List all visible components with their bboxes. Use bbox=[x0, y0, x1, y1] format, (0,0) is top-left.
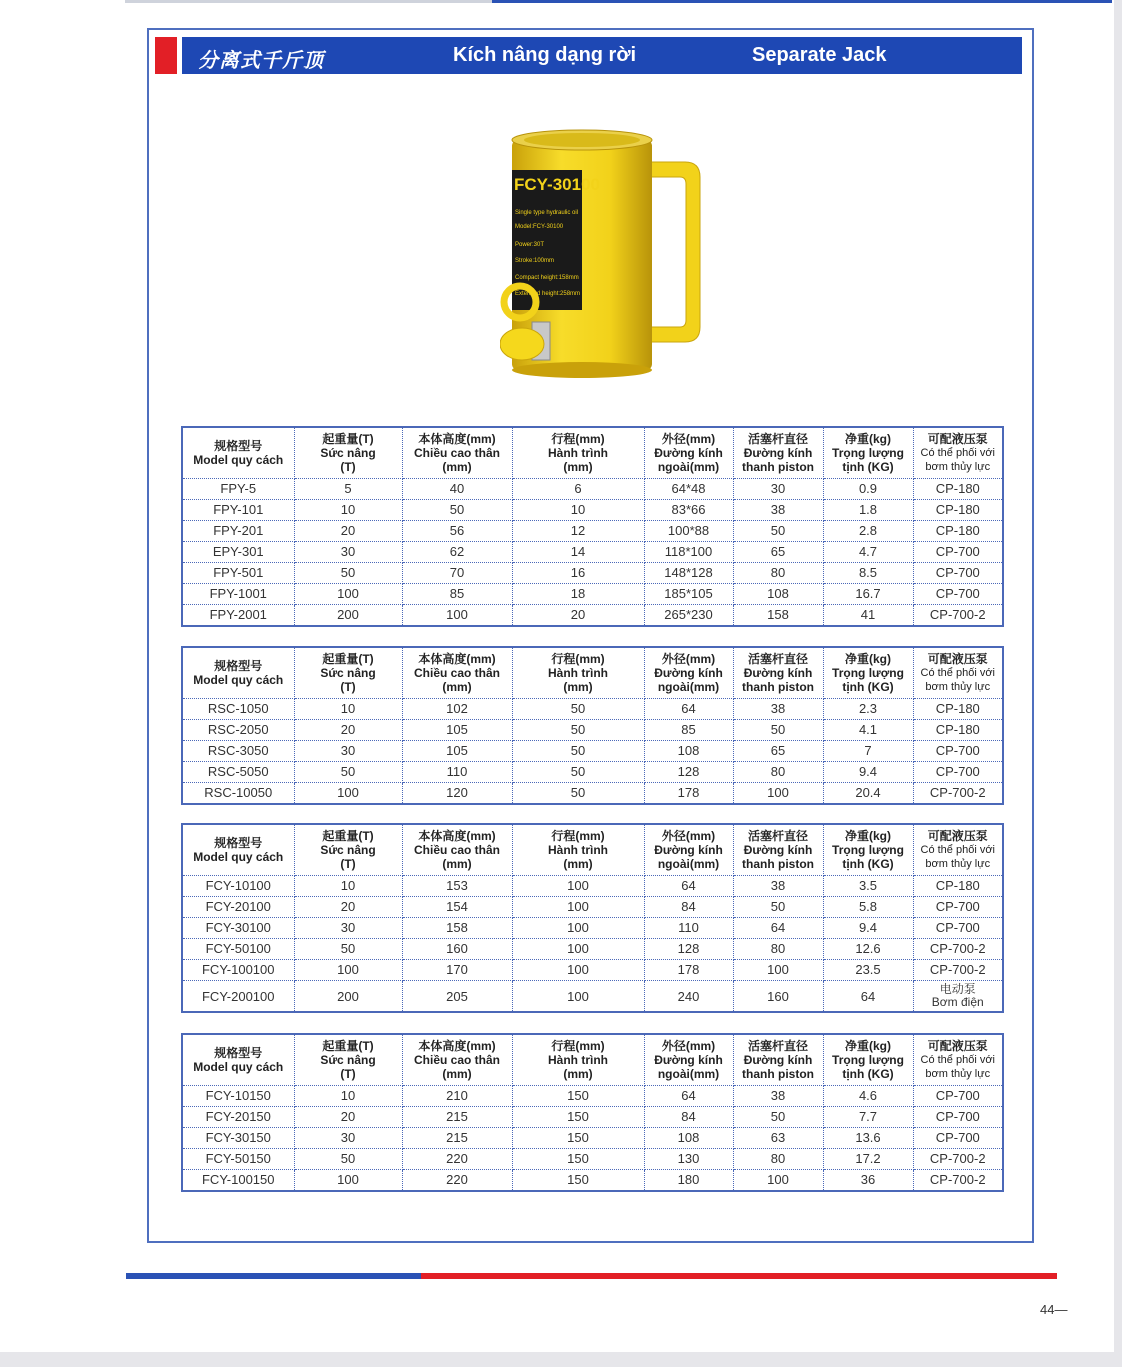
cell-net-weight: 3.5 bbox=[823, 876, 913, 897]
col-outer-diameter: 外径(mm) Đường kính ngoài(mm) bbox=[644, 647, 733, 699]
cell-net-weight: 20.4 bbox=[823, 783, 913, 805]
col-stroke: 行程(mm) Hành trình (mm) bbox=[512, 824, 644, 876]
cell-pump: CP-180 bbox=[913, 720, 1003, 741]
cell-capacity: 10 bbox=[294, 500, 402, 521]
page-number: 44— bbox=[1040, 1302, 1068, 1317]
col-piston-diameter: 活塞杆直径 Đường kính thanh piston bbox=[733, 1034, 823, 1086]
jack-handle bbox=[650, 162, 700, 342]
cell-net-weight: 23.5 bbox=[823, 960, 913, 981]
col-net-weight: 净重(kg) Trọng lượng tịnh (KG) bbox=[823, 427, 913, 479]
cell-capacity: 20 bbox=[294, 521, 402, 542]
col-net-weight: 净重(kg) Trọng lượng tịnh (KG) bbox=[823, 647, 913, 699]
cell-model: EPY-301 bbox=[182, 542, 294, 563]
cell-stroke: 16 bbox=[512, 563, 644, 584]
cell-stroke: 100 bbox=[512, 918, 644, 939]
spec-table-fcy-100 bbox=[181, 823, 1004, 1013]
cell-stroke: 100 bbox=[512, 981, 644, 1013]
col-model: 规格型号 Model quy cách bbox=[182, 427, 294, 479]
col-height: 本体高度(mm) Chiều cao thân (mm) bbox=[402, 1034, 512, 1086]
cell-stroke: 100 bbox=[512, 960, 644, 981]
cell-height: 170 bbox=[402, 960, 512, 981]
pump-vi: Bơm điện bbox=[931, 995, 984, 1009]
col-model: 规格型号 Model quy cách bbox=[182, 647, 294, 699]
cell-height: 70 bbox=[402, 563, 512, 584]
cell-piston-diameter: 38 bbox=[733, 876, 823, 897]
cell-capacity: 100 bbox=[294, 1170, 402, 1192]
cell-stroke: 150 bbox=[512, 1149, 644, 1170]
cell-height: 220 bbox=[402, 1170, 512, 1192]
cell-stroke: 50 bbox=[512, 699, 644, 720]
cell-stroke: 50 bbox=[512, 741, 644, 762]
cell-piston-diameter: 30 bbox=[733, 479, 823, 500]
cell-capacity: 100 bbox=[294, 584, 402, 605]
table-row bbox=[182, 1107, 1003, 1128]
cell-outer-diameter: 84 bbox=[644, 1107, 733, 1128]
table-row bbox=[182, 897, 1003, 918]
cell-height: 85 bbox=[402, 584, 512, 605]
cell-capacity: 20 bbox=[294, 1107, 402, 1128]
cell-capacity: 10 bbox=[294, 1086, 402, 1107]
cell-capacity: 30 bbox=[294, 542, 402, 563]
table-row bbox=[182, 1170, 1003, 1192]
col-capacity: 起重量(T) Sức nâng (T) bbox=[294, 1034, 402, 1086]
spec-table-fcy-150 bbox=[181, 1033, 1004, 1192]
cell-model: FPY-501 bbox=[182, 563, 294, 584]
table-row bbox=[182, 720, 1003, 741]
cell-net-weight: 13.6 bbox=[823, 1128, 913, 1149]
table-row bbox=[182, 563, 1003, 584]
col-capacity: 起重量(T) Sức nâng (T) bbox=[294, 647, 402, 699]
col-capacity: 起重量(T) Sức nâng (T) bbox=[294, 824, 402, 876]
cell-model: FCY-50100 bbox=[182, 939, 294, 960]
cell-capacity: 50 bbox=[294, 762, 402, 783]
cell-capacity: 30 bbox=[294, 918, 402, 939]
cell-height: 220 bbox=[402, 1149, 512, 1170]
cell-pump: CP-700-2 bbox=[913, 605, 1003, 627]
table-row bbox=[182, 584, 1003, 605]
cell-capacity: 30 bbox=[294, 741, 402, 762]
cell-height: 215 bbox=[402, 1107, 512, 1128]
cell-pump: CP-700 bbox=[913, 1128, 1003, 1149]
cell-model: FPY-2001 bbox=[182, 605, 294, 627]
cell-height: 102 bbox=[402, 699, 512, 720]
cell-capacity: 100 bbox=[294, 960, 402, 981]
cell-net-weight: 64 bbox=[823, 981, 913, 1013]
cell-capacity: 50 bbox=[294, 1149, 402, 1170]
col-pump: 可配液压泵 Có thể phối với bơm thủy lực bbox=[913, 1034, 1003, 1086]
cell-capacity: 50 bbox=[294, 939, 402, 960]
cell-piston-diameter: 38 bbox=[733, 1086, 823, 1107]
col-height: 本体高度(mm) Chiều cao thân (mm) bbox=[402, 647, 512, 699]
plate-line-3: Power:30T bbox=[515, 242, 545, 248]
cell-height: 153 bbox=[402, 876, 512, 897]
cell-model: FPY-201 bbox=[182, 521, 294, 542]
dust-cap bbox=[500, 328, 544, 360]
cell-outer-diameter: 83*66 bbox=[644, 500, 733, 521]
cell-height: 158 bbox=[402, 918, 512, 939]
pump-cn: 电动泵 bbox=[939, 982, 976, 996]
col-piston-diameter: 活塞杆直径 Đường kính thanh piston bbox=[733, 647, 823, 699]
cell-stroke: 14 bbox=[512, 542, 644, 563]
cell-model: RSC-2050 bbox=[182, 720, 294, 741]
cell-height: 100 bbox=[402, 605, 512, 627]
cell-outer-diameter: 64 bbox=[644, 699, 733, 720]
cell-pump: CP-180 bbox=[913, 876, 1003, 897]
top-divider-blue bbox=[492, 0, 1112, 3]
cell-piston-diameter: 50 bbox=[733, 720, 823, 741]
cell-pump: CP-700 bbox=[913, 762, 1003, 783]
cell-net-weight: 4.6 bbox=[823, 1086, 913, 1107]
cell-model: FCY-100100 bbox=[182, 960, 294, 981]
cell-capacity: 200 bbox=[294, 605, 402, 627]
cell-net-weight: 4.1 bbox=[823, 720, 913, 741]
cell-outer-diameter: 110 bbox=[644, 918, 733, 939]
cell-stroke: 100 bbox=[512, 876, 644, 897]
col-piston-diameter: 活塞杆直径 Đường kính thanh piston bbox=[733, 427, 823, 479]
footer-bar-blue bbox=[126, 1273, 421, 1279]
plate-line-4: Stroke:100mm bbox=[515, 258, 555, 264]
product-image-hydraulic-jack bbox=[500, 122, 720, 384]
cell-stroke: 100 bbox=[512, 939, 644, 960]
cell-outer-diameter: 178 bbox=[644, 783, 733, 805]
cell-piston-diameter: 50 bbox=[733, 521, 823, 542]
cell-model: RSC-10050 bbox=[182, 783, 294, 805]
cell-outer-diameter: 118*100 bbox=[644, 542, 733, 563]
cell-model: FPY-101 bbox=[182, 500, 294, 521]
cell-outer-diameter: 64 bbox=[644, 876, 733, 897]
col-pump: 可配液压泵 Có thể phối với bơm thủy lực bbox=[913, 647, 1003, 699]
col-capacity: 起重量(T) Sức nâng (T) bbox=[294, 427, 402, 479]
cell-capacity: 50 bbox=[294, 563, 402, 584]
cell-pump: CP-700-2 bbox=[913, 939, 1003, 960]
cell-pump: CP-700 bbox=[913, 542, 1003, 563]
cell-capacity: 20 bbox=[294, 720, 402, 741]
cell-model: RSC-1050 bbox=[182, 699, 294, 720]
cell-net-weight: 9.4 bbox=[823, 918, 913, 939]
cell-net-weight: 17.2 bbox=[823, 1149, 913, 1170]
table-row bbox=[182, 605, 1003, 627]
cell-outer-diameter: 85 bbox=[644, 720, 733, 741]
cell-stroke: 150 bbox=[512, 1086, 644, 1107]
cell-pump: CP-700 bbox=[913, 584, 1003, 605]
cell-stroke: 50 bbox=[512, 762, 644, 783]
cell-piston-diameter: 100 bbox=[733, 1170, 823, 1192]
cell-piston-diameter: 64 bbox=[733, 918, 823, 939]
table-row bbox=[182, 960, 1003, 981]
cell-piston-diameter: 160 bbox=[733, 981, 823, 1013]
col-outer-diameter: 外径(mm) Đường kính ngoài(mm) bbox=[644, 1034, 733, 1086]
cell-stroke: 10 bbox=[512, 500, 644, 521]
table-row bbox=[182, 918, 1003, 939]
header-bar bbox=[182, 37, 1022, 74]
cell-model: RSC-3050 bbox=[182, 741, 294, 762]
table-row bbox=[182, 500, 1003, 521]
cell-model: FCY-100150 bbox=[182, 1170, 294, 1192]
col-model: 规格型号 Model quy cách bbox=[182, 1034, 294, 1086]
cell-pump: CP-700 bbox=[913, 897, 1003, 918]
table-row bbox=[182, 521, 1003, 542]
cell-pump: CP-180 bbox=[913, 699, 1003, 720]
cell-outer-diameter: 185*105 bbox=[644, 584, 733, 605]
col-net-weight: 净重(kg) Trọng lượng tịnh (KG) bbox=[823, 1034, 913, 1086]
table-row bbox=[182, 876, 1003, 897]
cell-capacity: 20 bbox=[294, 897, 402, 918]
cell-piston-diameter: 100 bbox=[733, 783, 823, 805]
table-row bbox=[182, 699, 1003, 720]
table-row bbox=[182, 479, 1003, 500]
cell-outer-diameter: 64 bbox=[644, 1086, 733, 1107]
cell-pump: CP-700 bbox=[913, 1107, 1003, 1128]
cell-piston-diameter: 80 bbox=[733, 1149, 823, 1170]
cell-pump: CP-700 bbox=[913, 1086, 1003, 1107]
header-title-vi: Kích nâng dạng rời bbox=[453, 44, 637, 66]
cell-pump: CP-180 bbox=[913, 500, 1003, 521]
cell-model: FCY-10150 bbox=[182, 1086, 294, 1107]
col-stroke: 行程(mm) Hành trình (mm) bbox=[512, 1034, 644, 1086]
cell-outer-diameter: 84 bbox=[644, 897, 733, 918]
cell-net-weight: 5.8 bbox=[823, 897, 913, 918]
table-row bbox=[182, 762, 1003, 783]
plate-line-5: Compact height:158mm bbox=[515, 275, 579, 281]
cell-stroke: 18 bbox=[512, 584, 644, 605]
col-net-weight: 净重(kg) Trọng lượng tịnh (KG) bbox=[823, 824, 913, 876]
cell-model: FPY-5 bbox=[182, 479, 294, 500]
cell-height: 210 bbox=[402, 1086, 512, 1107]
cell-outer-diameter: 128 bbox=[644, 762, 733, 783]
cell-outer-diameter: 100*88 bbox=[644, 521, 733, 542]
table-row bbox=[182, 783, 1003, 805]
cell-stroke: 50 bbox=[512, 720, 644, 741]
cell-height: 50 bbox=[402, 500, 512, 521]
col-pump: 可配液压泵 Có thể phối với bơm thủy lực bbox=[913, 427, 1003, 479]
cell-height: 205 bbox=[402, 981, 512, 1013]
jack-base bbox=[512, 362, 652, 378]
col-height: 本体高度(mm) Chiều cao thân (mm) bbox=[402, 824, 512, 876]
cell-outer-diameter: 240 bbox=[644, 981, 733, 1013]
cell-stroke: 150 bbox=[512, 1107, 644, 1128]
cell-stroke: 12 bbox=[512, 521, 644, 542]
cell-outer-diameter: 178 bbox=[644, 960, 733, 981]
cell-net-weight: 2.8 bbox=[823, 521, 913, 542]
cell-net-weight: 41 bbox=[823, 605, 913, 627]
table-row bbox=[182, 981, 1003, 1013]
cell-model: RSC-5050 bbox=[182, 762, 294, 783]
cell-net-weight: 4.7 bbox=[823, 542, 913, 563]
table-header-row bbox=[182, 824, 1003, 876]
cell-model: FCY-20150 bbox=[182, 1107, 294, 1128]
cell-outer-diameter: 128 bbox=[644, 939, 733, 960]
table-row bbox=[182, 542, 1003, 563]
cell-pump: CP-700-2 bbox=[913, 783, 1003, 805]
cell-stroke: 6 bbox=[512, 479, 644, 500]
cell-piston-diameter: 50 bbox=[733, 897, 823, 918]
header-title-en: Separate Jack bbox=[752, 44, 887, 66]
col-height: 本体高度(mm) Chiều cao thân (mm) bbox=[402, 427, 512, 479]
cell-stroke: 50 bbox=[512, 783, 644, 805]
cell-piston-diameter: 65 bbox=[733, 741, 823, 762]
cell-stroke: 100 bbox=[512, 897, 644, 918]
jack-model-text: FCY-30100 bbox=[514, 175, 600, 194]
cell-height: 120 bbox=[402, 783, 512, 805]
cell-stroke: 20 bbox=[512, 605, 644, 627]
cell-pump bbox=[913, 981, 1003, 1013]
cell-pump: CP-700-2 bbox=[913, 1170, 1003, 1192]
table-row bbox=[182, 1086, 1003, 1107]
top-divider-grey bbox=[125, 0, 495, 3]
cell-stroke: 150 bbox=[512, 1128, 644, 1149]
cell-pump: CP-700-2 bbox=[913, 960, 1003, 981]
cell-model: FCY-10100 bbox=[182, 876, 294, 897]
col-stroke: 行程(mm) Hành trình (mm) bbox=[512, 647, 644, 699]
cell-capacity: 10 bbox=[294, 699, 402, 720]
col-model: 规格型号 Model quy cách bbox=[182, 824, 294, 876]
cell-piston-diameter: 80 bbox=[733, 939, 823, 960]
cell-height: 160 bbox=[402, 939, 512, 960]
col-outer-diameter: 外径(mm) Đường kính ngoài(mm) bbox=[644, 427, 733, 479]
cell-piston-diameter: 38 bbox=[733, 500, 823, 521]
cell-piston-diameter: 80 bbox=[733, 762, 823, 783]
cell-capacity: 30 bbox=[294, 1128, 402, 1149]
cell-capacity: 10 bbox=[294, 876, 402, 897]
cell-height: 215 bbox=[402, 1128, 512, 1149]
cell-piston-diameter: 158 bbox=[733, 605, 823, 627]
cell-net-weight: 2.3 bbox=[823, 699, 913, 720]
col-stroke: 行程(mm) Hành trình (mm) bbox=[512, 427, 644, 479]
cell-model: FCY-50150 bbox=[182, 1149, 294, 1170]
cell-outer-diameter: 180 bbox=[644, 1170, 733, 1192]
cell-model: FPY-1001 bbox=[182, 584, 294, 605]
cell-piston-diameter: 63 bbox=[733, 1128, 823, 1149]
col-piston-diameter: 活塞杆直径 Đường kính thanh piston bbox=[733, 824, 823, 876]
page-edge-bottom bbox=[0, 1352, 1122, 1367]
cell-pump: CP-180 bbox=[913, 479, 1003, 500]
plate-line-6: Extended height:258mm bbox=[515, 291, 581, 297]
cell-outer-diameter: 108 bbox=[644, 1128, 733, 1149]
cell-height: 110 bbox=[402, 762, 512, 783]
cell-height: 105 bbox=[402, 720, 512, 741]
cell-outer-diameter: 130 bbox=[644, 1149, 733, 1170]
page-edge-right bbox=[1114, 0, 1122, 1367]
cell-net-weight: 8.5 bbox=[823, 563, 913, 584]
cell-height: 154 bbox=[402, 897, 512, 918]
header-red-marker bbox=[155, 37, 177, 74]
cell-pump: CP-700 bbox=[913, 918, 1003, 939]
table-header-row bbox=[182, 427, 1003, 479]
cell-capacity: 200 bbox=[294, 981, 402, 1013]
cell-outer-diameter: 64*48 bbox=[644, 479, 733, 500]
cell-net-weight: 12.6 bbox=[823, 939, 913, 960]
cell-piston-diameter: 108 bbox=[733, 584, 823, 605]
cell-piston-diameter: 65 bbox=[733, 542, 823, 563]
table-header-row bbox=[182, 1034, 1003, 1086]
table-row bbox=[182, 1149, 1003, 1170]
table-row bbox=[182, 741, 1003, 762]
cell-pump: CP-700-2 bbox=[913, 1149, 1003, 1170]
cell-outer-diameter: 265*230 bbox=[644, 605, 733, 627]
cell-piston-diameter: 38 bbox=[733, 699, 823, 720]
cell-net-weight: 16.7 bbox=[823, 584, 913, 605]
cell-height: 105 bbox=[402, 741, 512, 762]
header-title-cn: 分离式千斤顶 bbox=[198, 48, 324, 72]
cell-pump: CP-180 bbox=[913, 521, 1003, 542]
cell-net-weight: 1.8 bbox=[823, 500, 913, 521]
cell-stroke: 150 bbox=[512, 1170, 644, 1192]
cell-net-weight: 7 bbox=[823, 741, 913, 762]
cell-piston-diameter: 80 bbox=[733, 563, 823, 584]
table-header-row bbox=[182, 647, 1003, 699]
cell-model: FCY-200100 bbox=[182, 981, 294, 1013]
cell-model: FCY-30100 bbox=[182, 918, 294, 939]
table-row bbox=[182, 1128, 1003, 1149]
cell-net-weight: 0.9 bbox=[823, 479, 913, 500]
spec-table-fpy bbox=[181, 426, 1004, 627]
cell-piston-diameter: 100 bbox=[733, 960, 823, 981]
cell-net-weight: 7.7 bbox=[823, 1107, 913, 1128]
plate-line-1: Single type hydraulic oil bbox=[515, 210, 579, 216]
table-row bbox=[182, 939, 1003, 960]
footer-bar-red bbox=[421, 1273, 1057, 1279]
col-pump: 可配液压泵 Có thể phối với bơm thủy lực bbox=[913, 824, 1003, 876]
cell-pump: CP-700 bbox=[913, 741, 1003, 762]
cell-pump: CP-700 bbox=[913, 563, 1003, 584]
col-outer-diameter: 外径(mm) Đường kính ngoài(mm) bbox=[644, 824, 733, 876]
cell-outer-diameter: 148*128 bbox=[644, 563, 733, 584]
cell-piston-diameter: 50 bbox=[733, 1107, 823, 1128]
cell-capacity: 5 bbox=[294, 479, 402, 500]
cell-outer-diameter: 108 bbox=[644, 741, 733, 762]
cell-height: 40 bbox=[402, 479, 512, 500]
cell-model: FCY-20100 bbox=[182, 897, 294, 918]
cell-model: FCY-30150 bbox=[182, 1128, 294, 1149]
cell-height: 62 bbox=[402, 542, 512, 563]
cell-height: 56 bbox=[402, 521, 512, 542]
plate-line-2: Model:FCY-30100 bbox=[515, 224, 564, 230]
spec-table-rsc bbox=[181, 646, 1004, 805]
cell-net-weight: 9.4 bbox=[823, 762, 913, 783]
cell-capacity: 100 bbox=[294, 783, 402, 805]
cell-net-weight: 36 bbox=[823, 1170, 913, 1192]
